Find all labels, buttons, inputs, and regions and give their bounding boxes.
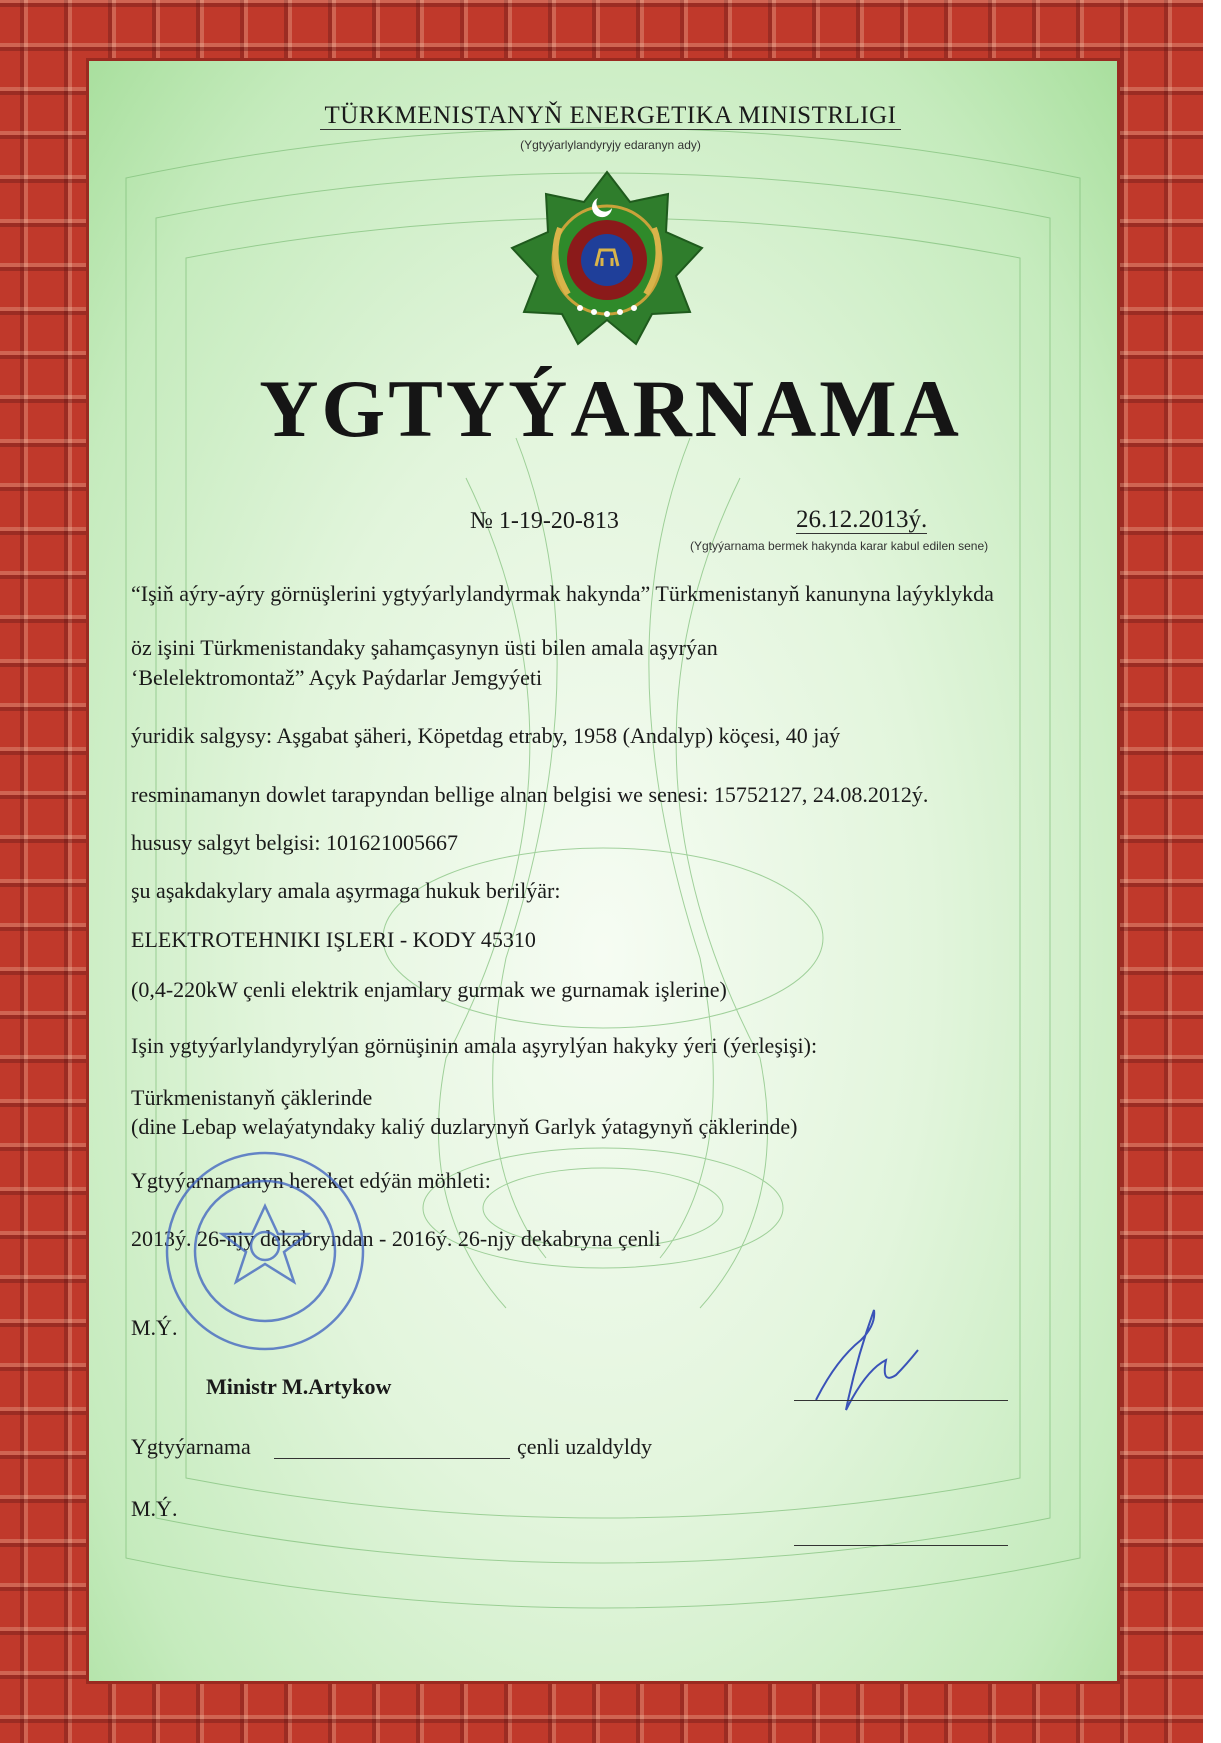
legal-address: ýuridik salgysy: Aşgabat şäheri, Köpetdag etraby, 1958 (Andalyp) köçesi, 40 jaý — [131, 723, 841, 748]
registration-info: resminamanyn dowlet tarapyndan bellige alnan belgisi we senesi: 15752127, 24.08.2012ý. — [131, 782, 929, 807]
date-caption: (Ygtyýarnama bermek hakynda karar kabul edilen sene) — [690, 539, 989, 553]
validity-intro: Ygtyýarnamanyn hereket edýän möhleti: — [131, 1168, 491, 1193]
state-emblem-icon — [508, 168, 706, 346]
ministry-subtitle: (Ygtyýarlylandyryjy edaranyn ady) — [520, 138, 701, 152]
extension-suffix: çenli uzaldyldy — [517, 1434, 653, 1459]
signature-line-2 — [794, 1545, 1008, 1546]
extension-blank — [274, 1458, 510, 1459]
seal-place-label-2: M.Ý. — [131, 1496, 178, 1521]
place-intro: Işin ygtyýarlylandyrylýan görnüşinin amala aşyrylýan hakyky ýeri (ýerleşişi): — [131, 1033, 818, 1058]
place-line-1: Türkmenistanyň çäklerinde — [131, 1085, 373, 1110]
signature-icon — [806, 1300, 926, 1420]
official-stamp-icon — [160, 1146, 370, 1356]
license-number: № 1-19-20-813 — [470, 508, 619, 534]
signature-line — [794, 1400, 1008, 1401]
seal-place-label: M.Ý. — [131, 1315, 178, 1340]
license-date: 26.12.2013ý. — [796, 506, 928, 533]
ministry-name: TÜRKMENISTANYŇ ENERGETIKA MINISTRLIGI — [0, 102, 1221, 130]
holder-line-2: ‘Belelektromontaž” Açyk Paýdarlar Jemgyýeti — [131, 665, 543, 690]
extension-label: Ygtyýarnama — [131, 1434, 251, 1459]
rights-intro: şu aşakdakylary amala aşyrmaga hukuk berilýär: — [131, 878, 561, 903]
document-title: YGTYÝARNAMA — [259, 363, 962, 454]
place-line-2: (dine Lebap welaýatyndaky kaliý duzlarynyň Garlyk ýatagynyň çäklerinde) — [131, 1114, 798, 1139]
validity-period: 2013ý. 26-njy dekabryndan - 2016ý. 26-njy dekabryna çenli — [131, 1226, 661, 1251]
tax-id: hususy salgyt belgisi: 101621005667 — [131, 830, 458, 855]
activity-type: ELEKTROTEHNIKI IŞLERI - KODY 45310 — [131, 927, 536, 952]
holder-line-1: öz işini Türkmenistandaky şahamçasynyn üsti bilen amala aşyrýan — [131, 635, 718, 660]
activity-detail: (0,4-220kW çenli elektrik enjamlary gurmak we gurnamak işlerine) — [131, 977, 727, 1002]
law-reference: “Işiň aýry-aýry görnüşlerini ygtyýarlylandyrmak hakynda” Türkmenistanyň kanunyna laýyklykda — [131, 581, 994, 606]
signer-name: Ministr M.Artykow — [206, 1374, 392, 1399]
